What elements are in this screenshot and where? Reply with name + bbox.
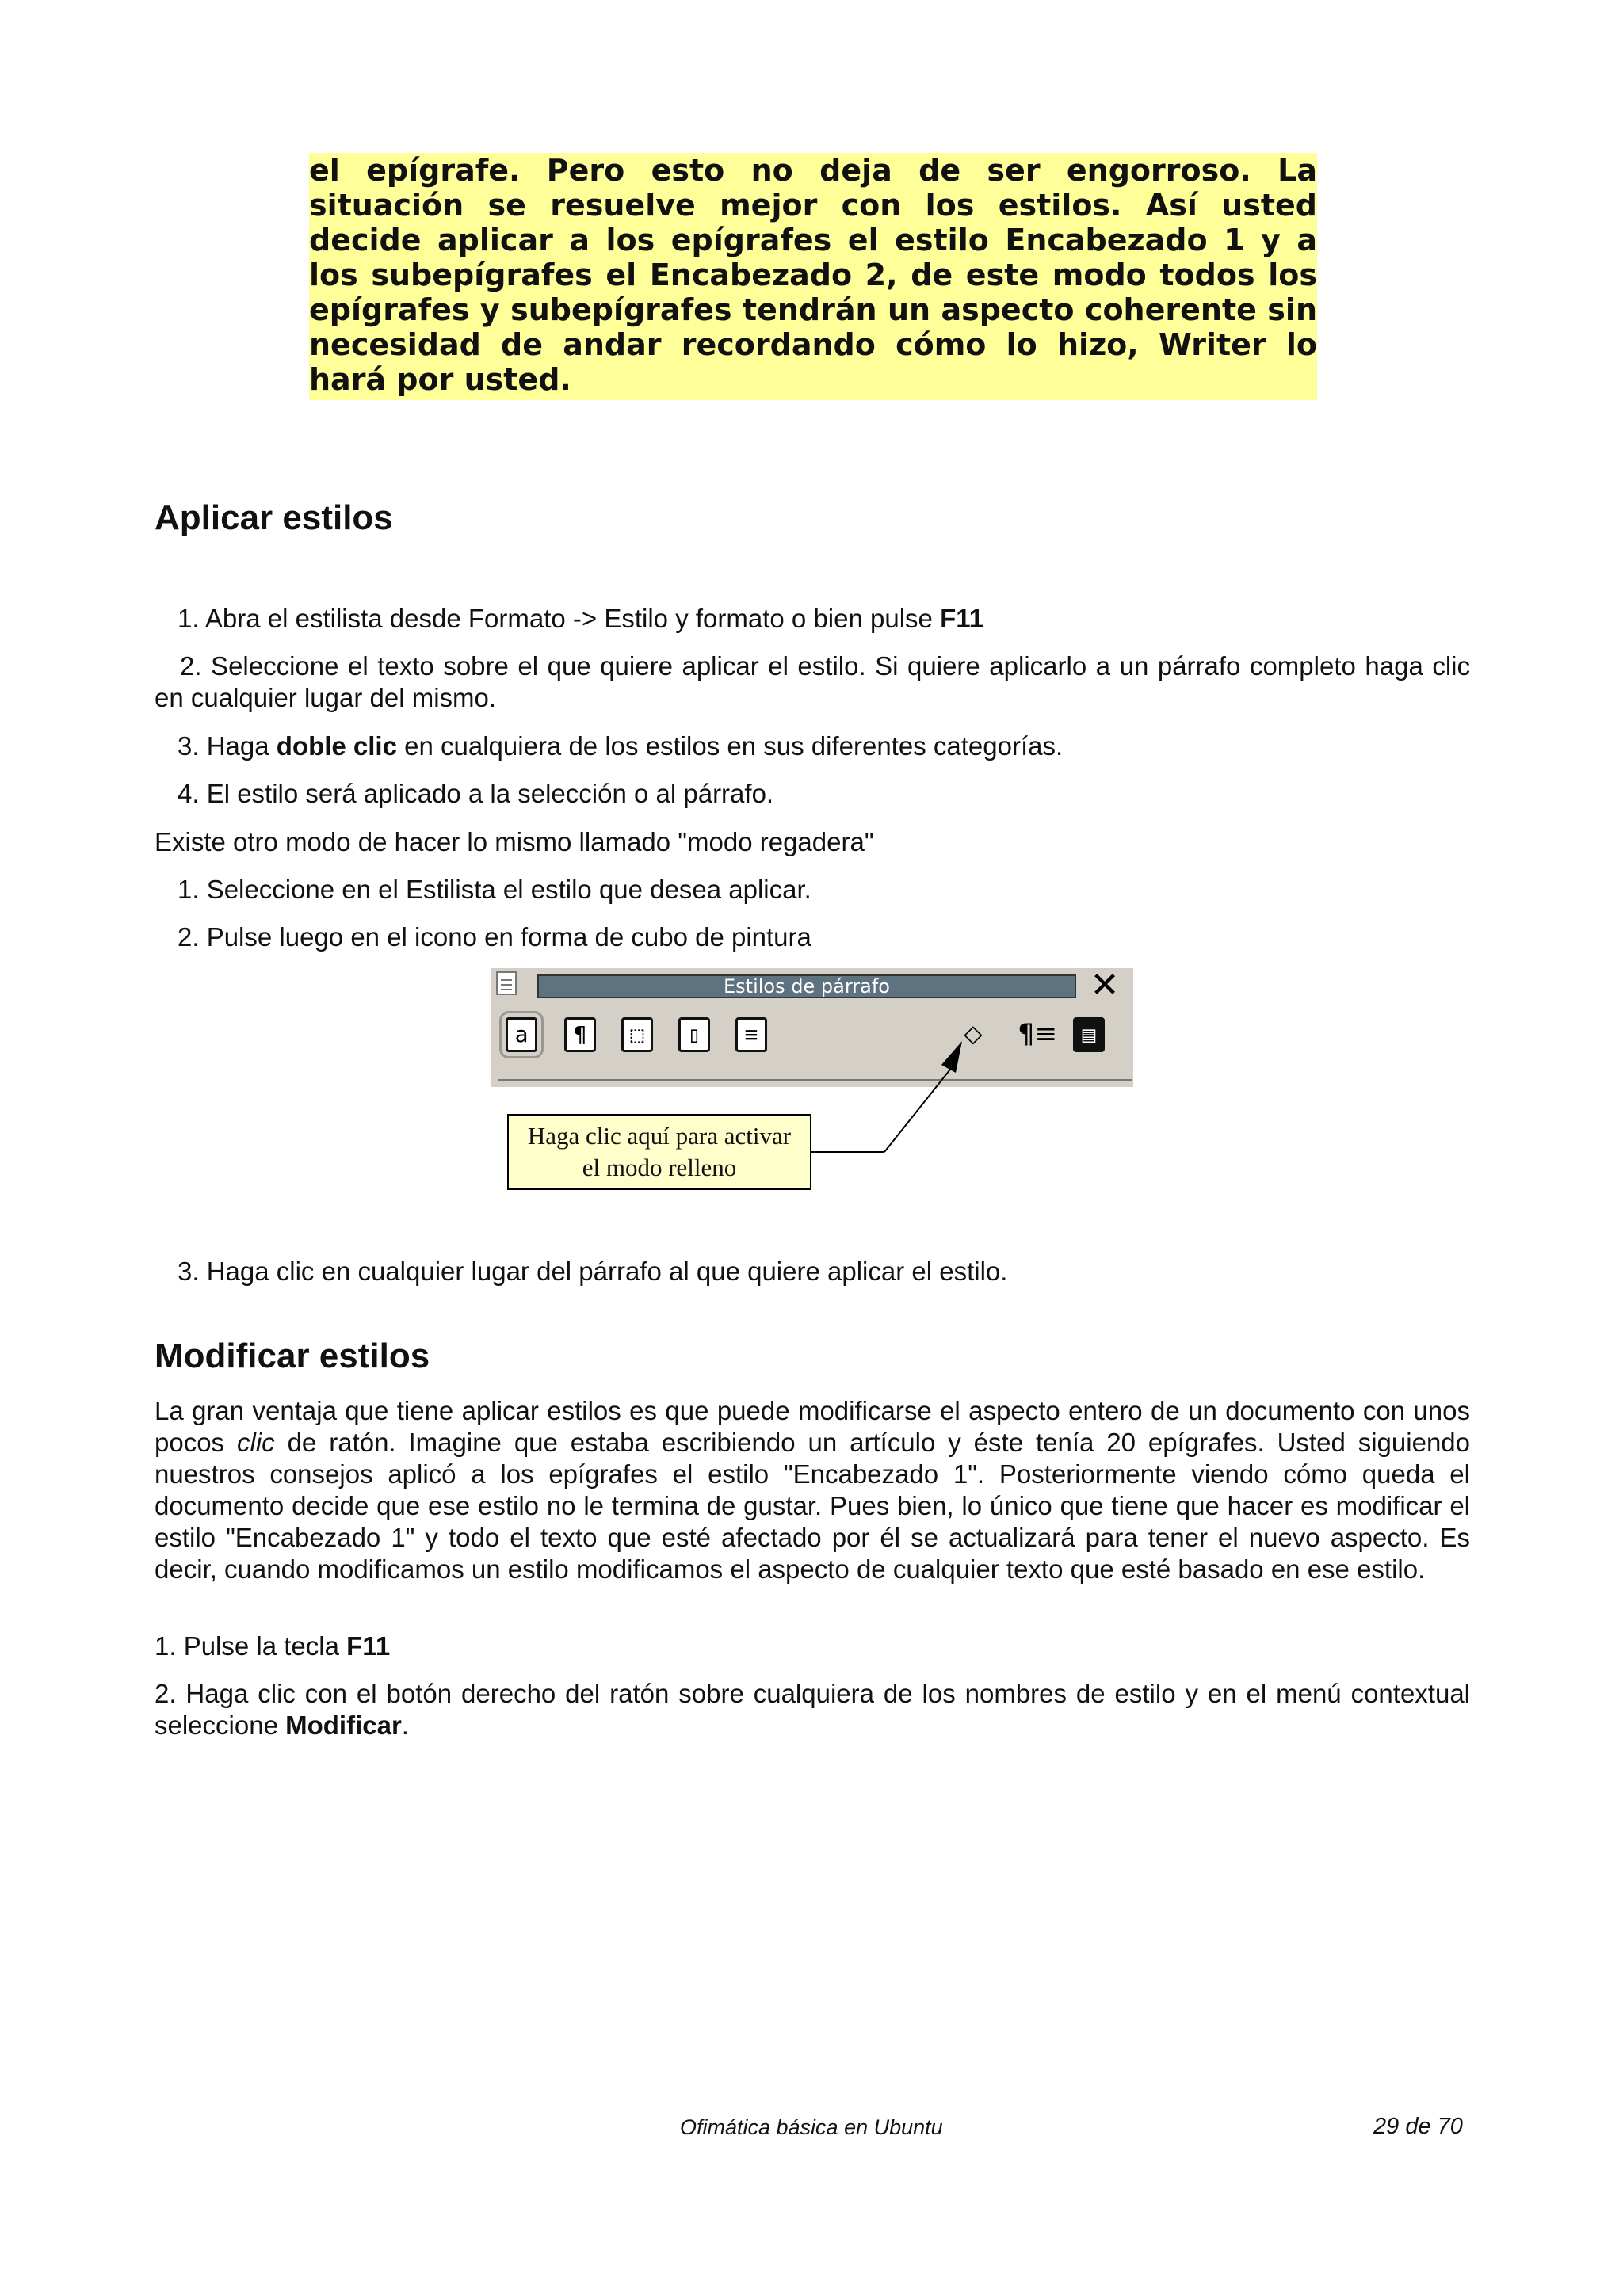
step-4: 4. El estilo será aplicado a la selección o al párrafo. <box>178 779 774 808</box>
paragraph-styles-icon[interactable]: a <box>506 1017 537 1052</box>
character-styles-icon[interactable]: ¶ <box>564 1017 596 1052</box>
step-1-key: F11 <box>940 604 984 633</box>
modify-step-1 <box>155 1630 390 1662</box>
footer-title: Ofimática básica en Ubuntu <box>680 2115 943 2139</box>
alt-method-intro: Existe otro modo de hacer lo mismo llamado "modo regadera" <box>155 827 874 856</box>
modify-step-2 <box>155 1678 1470 1741</box>
alt-step-1: 1. Seleccione en el Estilista el estilo que desea aplicar. <box>178 875 812 904</box>
frame-styles-icon[interactable]: ⬚ <box>621 1017 653 1052</box>
fill-format-mode-icon[interactable]: ⬦ <box>964 1018 983 1050</box>
step-3-post: en cualquiera de los estilos en sus diferentes categorías. <box>396 731 1064 761</box>
section-heading-modificar-estilos: Modificar estilos <box>155 1337 430 1375</box>
highlighted-note <box>309 153 1317 400</box>
modify-styles-paragraph <box>155 1395 1470 1585</box>
step-1-text: 1. Abra el estilista desde Formato -> Estilo y formato o bien pulse <box>178 604 941 633</box>
modify-step-1-key: F11 <box>346 1631 391 1661</box>
page-number: 29 de 70 <box>1373 2114 1463 2139</box>
section-heading-aplicar-estilos: Aplicar estilos <box>155 498 393 537</box>
fill-mode-tooltip <box>507 1114 812 1190</box>
highlighted-note-text: el epígrafe. Pero esto no deja de ser engorroso. La situación se resuelve mejor con los estilos. Así usted decide aplicar a los epígrafes el estilo Encabezado 1 y a los subepígrafes el Encabezado 2, de este modo todos los epígrafes y subepígrafes tendrán un aspecto coherente sin necesidad de andar recordando cómo lo hizo, Writer lo hará por usted. <box>309 153 1317 397</box>
step-3-pre: 3. Haga <box>178 731 277 761</box>
modify-para-part-1: La gran ventaja que tiene aplicar estilos es que puede modificarse el aspecto entero de un documento con unos pocos <box>155 1396 1470 1457</box>
modify-step-2-end: . <box>401 1711 409 1740</box>
styles-panel-titlebar: Estilos de párrafo <box>537 974 1076 998</box>
modify-step-1-text: 1. Pulse la tecla <box>155 1631 347 1661</box>
new-style-from-selection-icon[interactable]: ¶≡ <box>1018 1018 1058 1050</box>
alt-step-2: 2. Pulse luego en el icono en forma de cubo de pintura <box>178 922 812 952</box>
step-1 <box>178 603 983 635</box>
list-styles-icon[interactable]: ≡ <box>735 1017 767 1052</box>
tooltip-line-1: Haga clic aquí para activar <box>527 1122 792 1150</box>
modify-para-italic: clic <box>236 1428 275 1457</box>
modify-step-2-bold: Modificar <box>285 1711 402 1740</box>
styles-panel-figure <box>491 965 1135 1198</box>
modify-step-2-text: 2. Haga clic con el botón derecho del ratón sobre cualquiera de los nombres de estilo y en el menú contextual seleccione <box>155 1679 1470 1740</box>
step-3 <box>178 730 1063 762</box>
page-styles-icon[interactable]: ▯ <box>678 1017 710 1052</box>
modify-para-part-2: de ratón. Imagine que estaba escribiendo un artículo y éste tenía 20 epígrafes. Usted siguiendo nuestros consejos aplicó a los epígrafes el estilo "Encabezado 1". Posteriormente viendo cómo queda el documento decide que ese estilo no le termina de gustar. Pues bien, lo único que tiene que hacer es modificar el estilo "Encabezado 1" y todo el texto que esté afectado por él se actualizará para tener el nuevo aspecto. Es decir, cuando modificamos un estilo modificamos el aspecto de cualquier texto que esté basado en ese estilo. <box>155 1428 1470 1584</box>
step-3-bold: doble clic <box>276 731 397 761</box>
alt-step-3: 3. Haga clic en cualquier lugar del párrafo al que quiere aplicar el estilo. <box>178 1257 1008 1286</box>
update-style-icon[interactable]: ▤ <box>1073 1017 1105 1052</box>
step-2: 2. Seleccione el texto sobre el que quiere aplicar el estilo. Si quiere aplicarlo a un párrafo completo haga clic en cualquier lugar del mismo. <box>155 651 1470 712</box>
tooltip-line-2: el modo relleno <box>582 1154 737 1181</box>
close-icon[interactable]: ✕ <box>1090 965 1120 1005</box>
